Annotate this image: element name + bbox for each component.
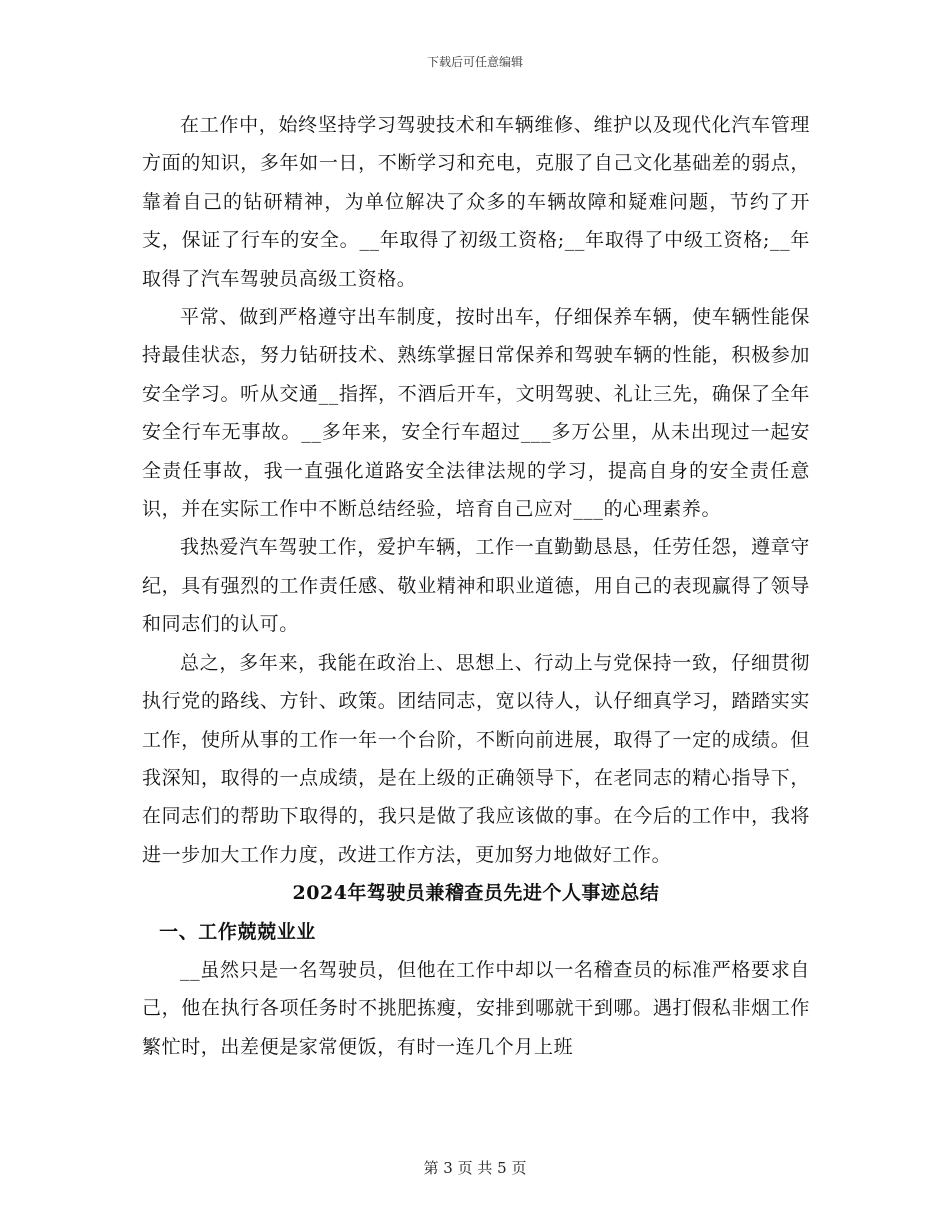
body-paragraph-3: 我热爱汽车驾驶工作，爱护车辆，工作一直勤勤恳恳，任劳任怨，遵章守纪，具有强烈的工作责任感、敬业精神和职业道德，用自己的表现赢得了领导和同志们的认可。 (142, 536, 810, 636)
document-title: 2024年驾驶员兼稽查员先进个人事迹总结 (292, 882, 660, 905)
body-paragraph-1: 在工作中，始终坚持学习驾驶技术和车辆维修、维护以及现代化汽车管理方面的知识，多年如一日，不断学习和充电，克服了自己文化基础差的弱点，靠着自己的钻研精神，为单位解决了众多的车辆故障和疑难问题，节约了开支，保证了行车的安全。__年取得了初级工资格;__年取得了中级工资格;__年取得了汽车驾驶员高级工资格。 (142, 114, 810, 290)
body-paragraph-4: 总之，多年来，我能在政治上、思想上、行动上与党保持一致，仔细贯彻执行党的路线、方针、政策。团结同志，宽以待人，认仔细真学习，踏踏实实工作，使所从事的工作一年一个台阶，不断向前进展，取得了一定的成绩。但我深知，取得的一点成绩，是在上级的正确领导下，在老同志的精心指导下，在同志们的帮助下取得的，我只是做了我应该做的事。在今后的工作中，我将进一步加大工作力度，改进工作方法，更加努力地做好工作。 (142, 651, 810, 866)
document-body (142, 106, 810, 1066)
section-heading: 一、工作兢兢业业 (159, 920, 316, 943)
section-paragraph-1: __虽然只是一名驾驶员，但他在工作中却以一名稽查员的标准严格要求自己，他在执行各项任务时不挑肥拣瘦，安排到哪就干到哪。遇打假私非烟工作繁忙时，出差便是家常便饭，有时一连几个月上班 (142, 958, 810, 1058)
page-header: 下载后可任意编辑 (426, 55, 523, 69)
page-footer: 第 3 页 共 5 页 (423, 1159, 527, 1177)
body-paragraph-2: 平常、做到严格遵守出车制度，按时出车，仔细保养车辆，使车辆性能保持最佳状态，努力钻研技术、熟练掌握日常保养和驾驶车辆的性能，积极参加安全学习。听从交通__指挥，不酒后开车，文明驾驶、礼让三先，确保了全年安全行车无事故。__多年来，安全行车超过___多万公里，从未出现过一起安全责任事故，我一直强化道路安全法律法规的学习，提高自身的安全责任意识，并在实际工作中不断总结经验，培育自己应对___的心理素养。 (142, 306, 810, 521)
